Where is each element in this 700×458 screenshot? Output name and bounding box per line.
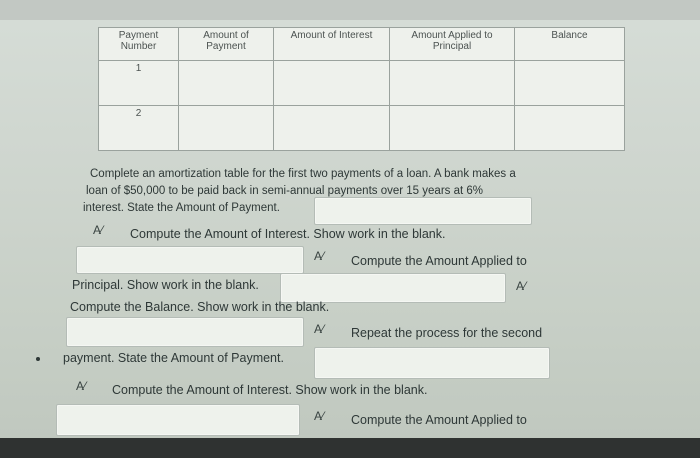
- header-balance: Balance: [515, 28, 625, 61]
- table-cell: [274, 106, 390, 151]
- header-payment-number: Payment Number: [99, 28, 179, 61]
- instructions-line-2: loan of $50,000 to be paid back in semi-annual payments over 15 years at 6%: [86, 185, 483, 197]
- compute-applied-2-text: Compute the Amount Applied to: [351, 413, 527, 427]
- table-row: [99, 106, 625, 151]
- balance-input[interactable]: [66, 317, 304, 347]
- table-cell: [390, 106, 515, 151]
- spellcheck-icon[interactable]: A⁄: [314, 322, 325, 336]
- compute-interest-2-text: Compute the Amount of Interest. Show work in the blank.: [112, 383, 428, 397]
- payment-number-cell: 1: [99, 61, 179, 106]
- header-amount-of-interest: Amount of Interest: [274, 28, 390, 61]
- amount-of-interest-input[interactable]: [76, 246, 304, 274]
- header-amount-of-payment: Amount of Payment: [179, 28, 274, 61]
- table-header-row: [99, 28, 625, 61]
- amount-applied-input[interactable]: [280, 273, 506, 303]
- second-payment-amount-input[interactable]: [314, 347, 550, 379]
- payment-number-cell: 2: [99, 106, 179, 151]
- spellcheck-icon[interactable]: A⁄: [93, 223, 104, 237]
- spellcheck-icon[interactable]: A⁄: [314, 249, 325, 263]
- table-cell: [274, 61, 390, 106]
- spellcheck-icon[interactable]: A⁄: [76, 379, 87, 393]
- principal-show-text: Principal. Show work in the blank.: [72, 278, 259, 292]
- instructions-line-1: Complete an amortization table for the first two payments of a loan. A bank makes a: [90, 168, 516, 180]
- header-amount-applied-to-principal: Amount Applied to Principal: [390, 28, 515, 61]
- spellcheck-icon[interactable]: A⁄: [516, 279, 527, 293]
- compute-balance-text: Compute the Balance. Show work in the blank.: [70, 300, 330, 314]
- table-row: [99, 61, 625, 106]
- table-cell: [179, 61, 274, 106]
- top-shadow-band: [0, 0, 700, 20]
- amount-of-payment-input[interactable]: [314, 197, 532, 225]
- payment-state-text: payment. State the Amount of Payment.: [63, 351, 284, 365]
- compute-applied-text: Compute the Amount Applied to: [351, 254, 527, 268]
- table-cell: [390, 61, 515, 106]
- second-interest-input[interactable]: [56, 404, 300, 436]
- bottom-shadow-band: [0, 438, 700, 458]
- compute-interest-text: Compute the Amount of Interest. Show work in the blank.: [130, 227, 446, 241]
- spellcheck-icon[interactable]: A⁄: [314, 409, 325, 423]
- table-cell: [515, 61, 625, 106]
- repeat-process-text: Repeat the process for the second: [351, 326, 543, 340]
- table-cell: [515, 106, 625, 151]
- amortization-table: [98, 27, 625, 151]
- instructions-line-3: interest. State the Amount of Payment.: [83, 202, 280, 214]
- table-cell: [179, 106, 274, 151]
- bullet-marker: [36, 357, 40, 361]
